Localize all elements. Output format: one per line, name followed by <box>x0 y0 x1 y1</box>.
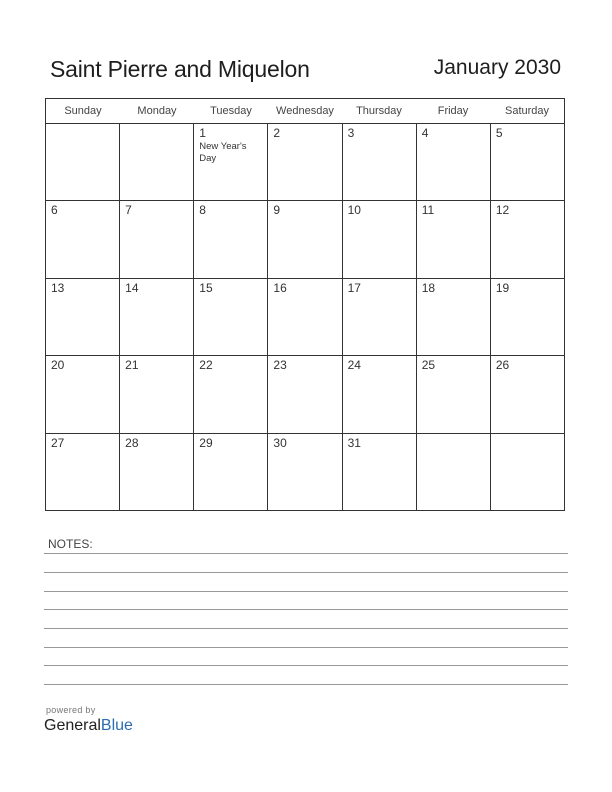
holiday-label: New Year's Day <box>199 141 247 164</box>
powered-by-text: powered by <box>46 705 96 715</box>
day-number: 21 <box>125 358 139 373</box>
day-cell <box>343 434 417 511</box>
day-number: 18 <box>421 280 436 295</box>
day-cell <box>268 124 342 200</box>
day-cell <box>417 356 491 432</box>
day-number: 23 <box>273 358 287 373</box>
day-cell <box>194 279 268 355</box>
day-cell <box>268 356 342 432</box>
day-number: 28 <box>125 435 139 450</box>
day-number: 9 <box>273 203 281 218</box>
week-row <box>46 279 564 356</box>
notes-label: NOTES: <box>48 537 93 551</box>
day-cell <box>491 124 564 200</box>
day-number: 20 <box>51 358 65 373</box>
weekday-wednesday: Wednesday <box>276 105 334 117</box>
day-cell <box>491 356 564 432</box>
day-number: 15 <box>199 280 213 295</box>
day-number: 8 <box>199 203 206 218</box>
day-cell <box>194 356 268 432</box>
day-number: 19 <box>495 280 510 295</box>
calendar-month: January 2030 <box>433 56 561 79</box>
day-number: 13 <box>51 280 65 295</box>
generalblue-logo <box>44 717 133 735</box>
week-row <box>46 434 564 511</box>
day-cell <box>120 201 194 277</box>
day-cell <box>268 201 342 277</box>
day-number: 12 <box>495 203 510 218</box>
day-number: 31 <box>347 435 361 450</box>
day-number: 3 <box>347 126 355 140</box>
day-number: 22 <box>199 358 213 373</box>
brand-blue: Blue <box>100 717 133 734</box>
day-cell <box>120 356 194 432</box>
day-cell <box>46 124 120 200</box>
day-number: 30 <box>273 435 287 450</box>
day-number: 16 <box>273 280 287 295</box>
day-number: 24 <box>347 358 361 373</box>
day-number: 17 <box>347 280 361 295</box>
weekday-monday: Monday <box>137 105 177 117</box>
notes-line <box>44 647 568 648</box>
day-cell <box>343 356 417 432</box>
weekday-sunday: Sunday <box>64 105 102 117</box>
day-cell <box>46 279 120 355</box>
weekday-tuesday: Tuesday <box>210 105 252 117</box>
day-cell <box>268 434 342 511</box>
day-cell <box>120 434 194 511</box>
day-cell <box>46 356 120 432</box>
day-number: 14 <box>125 280 139 295</box>
day-number: 7 <box>125 203 132 218</box>
week-row <box>46 124 564 201</box>
day-cell <box>194 201 268 277</box>
notes-line <box>44 553 568 554</box>
day-number: 2 <box>273 126 281 140</box>
weekday-header <box>46 99 564 124</box>
day-cell <box>120 279 194 355</box>
day-cell <box>343 279 417 355</box>
day-number: 10 <box>347 203 361 218</box>
day-number: 5 <box>495 126 503 140</box>
week-row <box>46 356 564 433</box>
day-number: 6 <box>51 203 58 218</box>
weekday-saturday: Saturday <box>504 105 550 117</box>
notes-line <box>44 609 568 610</box>
day-number: 11 <box>421 203 435 218</box>
day-cell <box>417 124 491 200</box>
day-cell <box>491 434 564 511</box>
day-cell <box>343 201 417 277</box>
day-number: 29 <box>199 435 213 450</box>
day-cell <box>120 124 194 200</box>
notes-line <box>44 628 568 629</box>
calendar-title: Saint Pierre and Miquelon <box>50 56 310 82</box>
notes-line <box>44 684 568 685</box>
brand-general: General <box>44 717 101 734</box>
day-cell <box>46 434 120 511</box>
notes-line <box>44 591 568 592</box>
day-number: 1 <box>199 126 206 140</box>
day-number: 4 <box>421 126 429 140</box>
day-cell <box>491 201 564 277</box>
day-cell <box>46 201 120 277</box>
day-cell <box>417 201 491 277</box>
calendar-grid <box>45 98 565 511</box>
day-cell <box>268 279 342 355</box>
notes-line <box>44 572 568 573</box>
day-number: 27 <box>51 435 65 450</box>
notes-line <box>44 665 568 666</box>
weekday-thursday: Thursday <box>356 105 402 117</box>
day-cell <box>194 434 268 511</box>
day-cell <box>343 124 417 200</box>
weekday-friday: Friday <box>437 105 469 117</box>
day-cell <box>417 279 491 355</box>
day-cell <box>194 124 268 200</box>
day-number: 25 <box>421 358 436 373</box>
day-cell <box>491 279 564 355</box>
day-cell <box>417 434 491 511</box>
day-number: 26 <box>495 358 510 373</box>
week-row <box>46 201 564 278</box>
